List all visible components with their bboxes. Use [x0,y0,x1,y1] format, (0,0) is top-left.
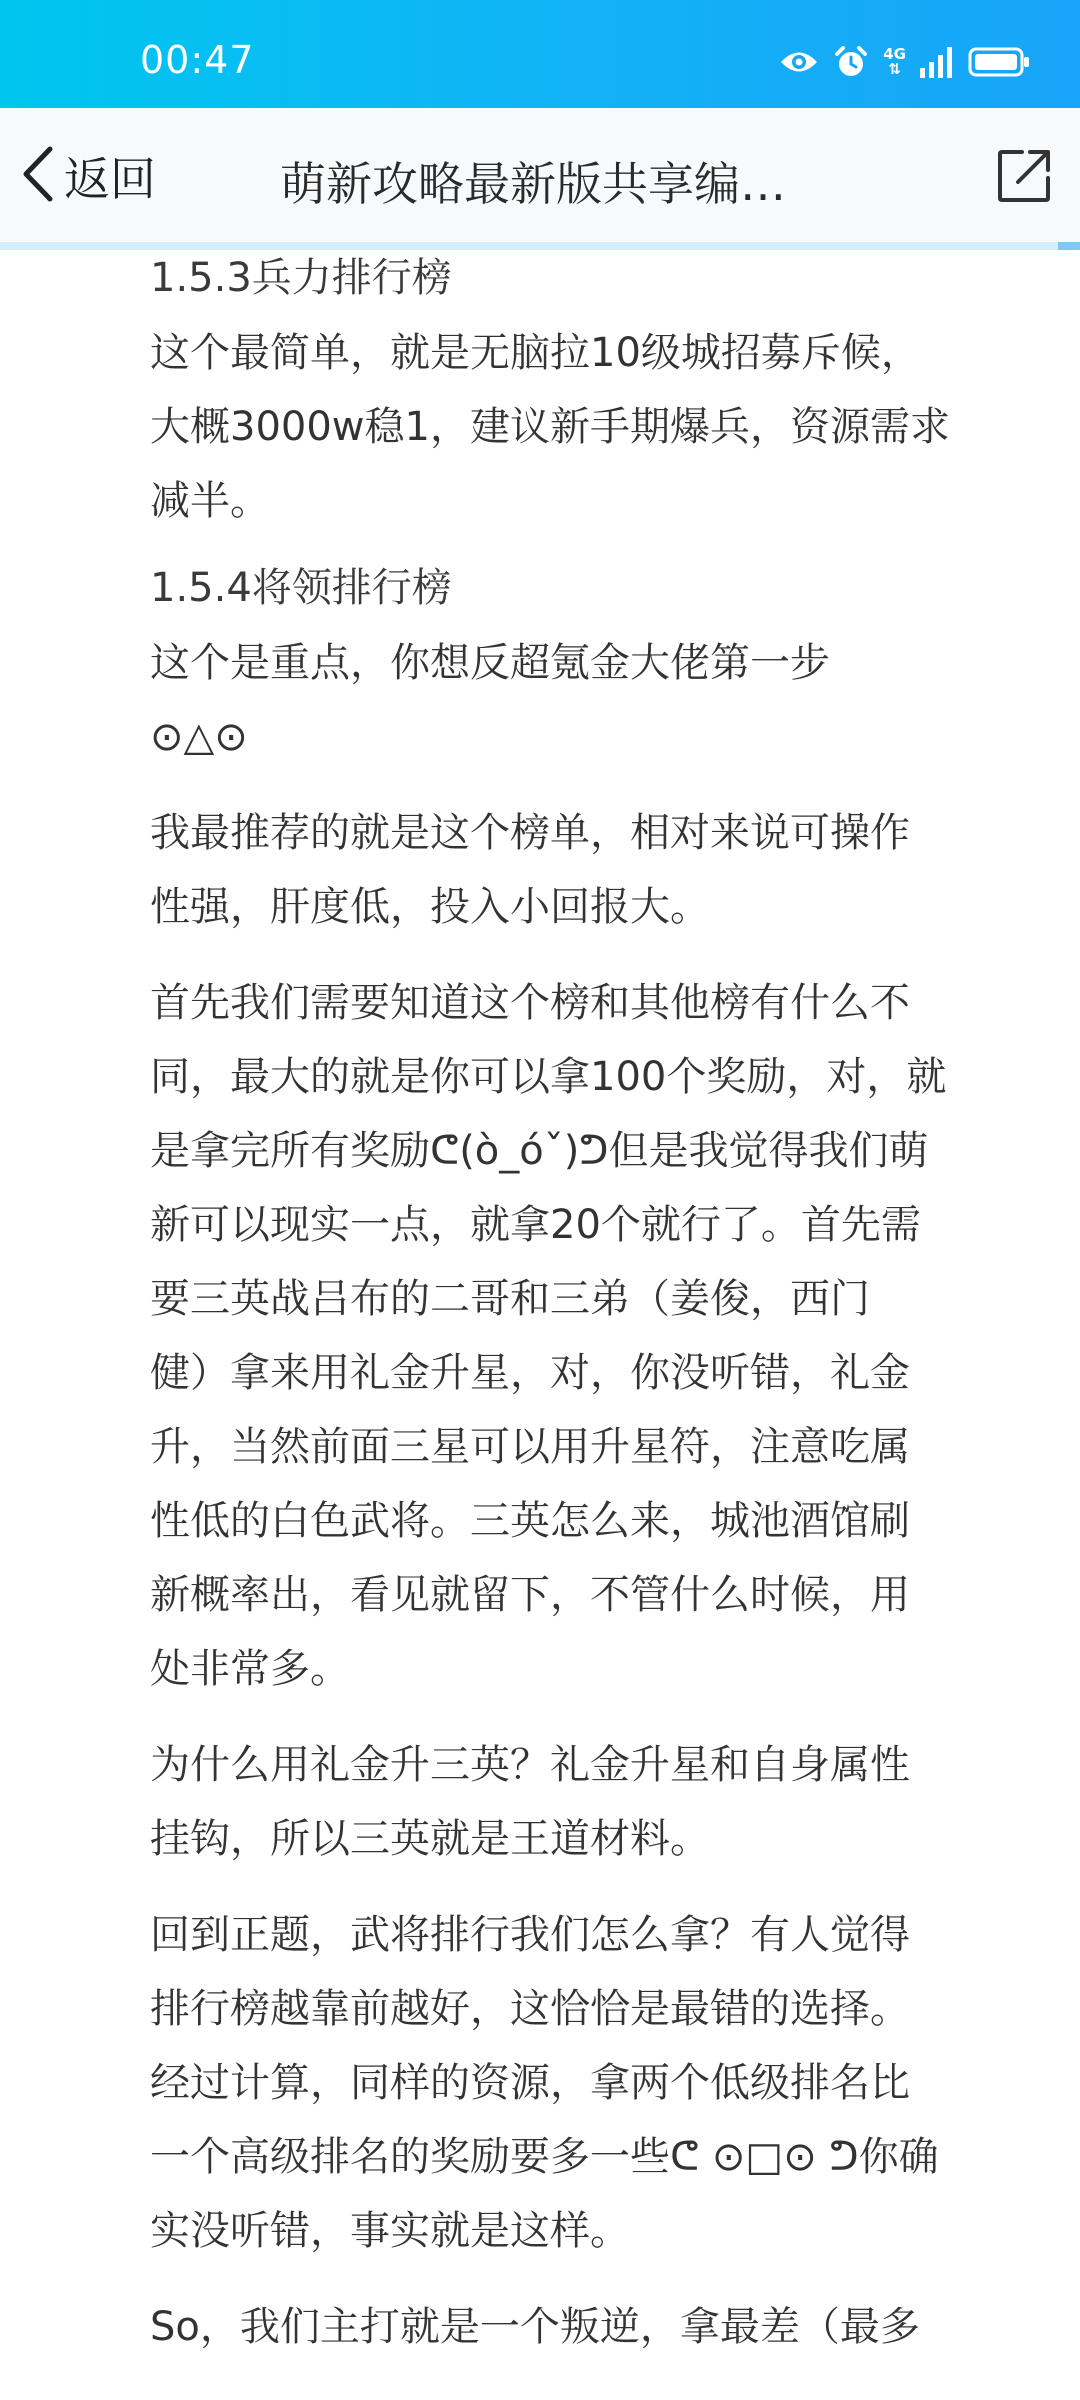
paragraph [150,796,1030,944]
status-icons [779,42,1030,82]
battery-icon [968,46,1030,78]
paragraph-line: 首先我们需要知道这个榜和其他榜有什么不 [150,980,910,1026]
data-arrows-icon: ⇅ [888,60,901,78]
section-heading: 1.5.3兵力排行榜 [150,255,452,301]
reading-progress-bar [0,242,1080,250]
paragraph-line: So，我们主打就是一个叛逆，拿最差（最多 [150,2304,920,2350]
paragraph-line: 新概率出，看见就留下，不管什么时候，用 [150,1572,910,1618]
paragraph [150,966,1030,1706]
paragraph-line: 新可以现实一点，就拿20个就行了。首先需 [150,1202,921,1248]
paragraph-line: 大概3000w稳1，建议新手期爆兵，资源需求 [150,404,950,450]
back-label: 返回 [64,152,156,206]
page-title: 萌新攻略最新版共享编… [280,157,786,211]
progress-end-marker [1058,242,1080,250]
paragraph-line: 是拿完所有奖励ᕦ(ò_óˇ)ᕤ但是我觉得我们萌 [150,1128,929,1174]
paragraph-line: 减半。 [150,478,270,524]
paragraph-line: 性低的白色武将。三英怎么来，城池酒馆刷 [150,1498,910,1544]
back-button[interactable] [18,144,156,208]
paragraph-line: 回到正题，武将排行我们怎么拿？有人觉得 [150,1912,910,1958]
paragraph-line: 升，当然前面三星可以用升星符，注意吃属 [150,1424,910,1470]
paragraph-line: 这个是重点，你想反超氪金大佬第一步 [150,640,830,686]
paragraph [150,316,1030,538]
section-heading: 1.5.4将领排行榜 [150,565,452,611]
external-link-icon[interactable] [996,148,1052,204]
paragraph-line: ⊙△⊙ [150,714,248,760]
paragraph-line: 要三英战吕布的二哥和三弟（姜俊，西门 [150,1276,870,1322]
status-bar [0,0,1080,108]
paragraph [150,626,1030,774]
signal-icon [920,46,954,78]
nav-bar [0,108,1080,242]
paragraph-line: 同，最大的就是你可以拿100个奖励，对，就 [150,1054,947,1100]
paragraph-line: 排行榜越靠前越好，这恰恰是最错的选择。 [150,1986,910,2032]
paragraph-line: 我最推荐的就是这个榜单，相对来说可操作 [150,810,910,856]
network-type: 4G ⇅ [883,45,906,78]
paragraph-line: 这个最简单，就是无脑拉10级城招募斥候， [150,330,921,376]
paragraph-line: 实没听错，事实就是这样。 [150,2208,630,2254]
paragraph [150,1728,1030,1876]
alarm-icon [833,44,869,80]
paragraph-line: 性强，肝度低，投入小回报大。 [150,884,710,930]
paragraph-line: 经过计算，同样的资源，拿两个低级排名比 [150,2060,910,2106]
paragraph-line: 为什么用礼金升三英？礼金升星和自身属性 [150,1742,910,1788]
status-time: 00:47 [140,38,255,82]
paragraph-line: 处非常多。 [150,1646,350,1692]
paragraph-line: 一个高级排名的奖励要多一些ᕦ ⊙□⊙ ᕤ你确 [150,2134,939,2180]
paragraph [150,2290,1030,2364]
article-content [150,250,1030,2364]
paragraph [150,1898,1030,2268]
paragraph-line: 健）拿来用礼金升星，对，你没听错，礼金 [150,1350,910,1396]
eye-icon [779,47,819,77]
chevron-left-icon [18,143,58,209]
paragraph-line: 挂钩，所以三英就是王道材料。 [150,1816,710,1862]
